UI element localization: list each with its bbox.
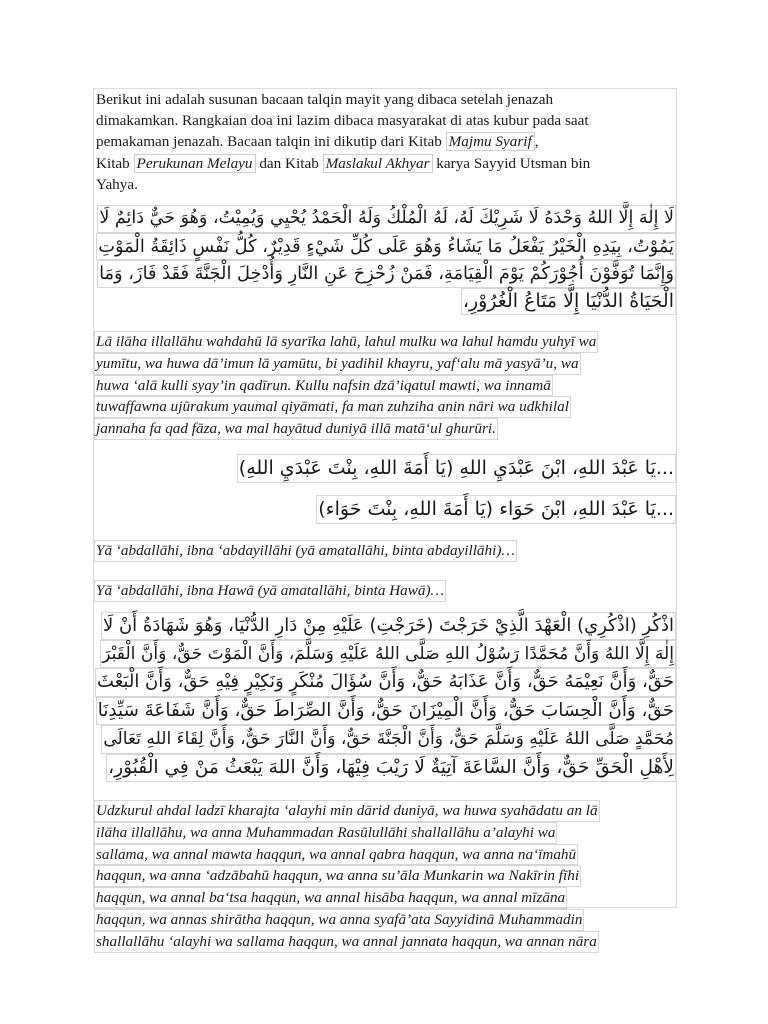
intro-line	[94, 131, 541, 152]
transliteration-line: haqqun, wa annal ba‘tsa haqqun, wa annal hisāba haqqun, wa annal mīzāna	[94, 887, 567, 909]
transliteration-line: shallallāhu ‘alayhi wa sallama haqqun, wa annal jannata haqqun, wa annan nāra	[94, 931, 599, 953]
intro-text: dan Kitab	[255, 154, 323, 172]
intro-line: dimakamkan. Rangkaian doa ini lazim dibaca masyarakat di atas kubur pada saat	[96, 112, 589, 130]
arabic-call-hawa	[94, 495, 676, 524]
transliteration-paragraph-2	[94, 800, 676, 953]
document-page	[93, 88, 677, 950]
arabic-line: لِأَهْلِ الْحَقِّ حَقٌّ، وَأَنَّ السَّاعَةَ آتِيَةٌ لَا رَيْبَ فِيْهَا، وَأَنَّ اللهَ يَبْعَثُ مَنْ فِي الْقُبُوْرِ،	[106, 754, 676, 782]
transliteration-call-hawa	[94, 580, 676, 602]
arabic-line: حَقٌّ، وَأَنَّ نَعِيْمَهُ حَقٌّ، وَأَنَّ عَذَابَهُ حَقٌّ، وَأَنَّ سُؤَالَ مُنْكَرٍ وَنَكِيْرٍ فِيْهِ حَقٌّ، وَأَنَّ الْبَعْثَ	[95, 668, 676, 696]
intro-line	[94, 153, 592, 174]
arabic-line: اذْكُرِ (اذْكُرِي) الْعَهْدَ الَّذِيْ خَرَجْتَ (خَرَجْتِ) عَلَيْهِ مِنْ دَارِ الدُّنْيَا، وَهُوَ شَهَادَةُ أَنْ لَا	[101, 612, 676, 640]
arabic-call-abdillah	[94, 454, 676, 483]
intro-text: ,	[534, 133, 539, 151]
transliteration-line: haqqun, wa annas shirātha haqqun, wa anna syafā’ata Sayyidinā Muhammadin	[94, 909, 584, 931]
transliteration-paragraph-1	[94, 331, 676, 440]
intro-paragraph	[94, 89, 676, 195]
transliteration-line: ilāha illallāhu, wa anna Muhammadan Rasūlullāhi shallallāhu a’alayhi wa	[94, 822, 557, 844]
arabic-line: الْحَيَاةُ الدُّنْيَا إِلَّا مَتَاعُ الْغُرُوْرِ،	[461, 288, 676, 316]
arabic-paragraph-1	[94, 205, 676, 315]
transliteration-line: Udzkurul ahdal ladzī kharajta ‘alayhi min dārid duniyā, wa huwa syahādatu an lā	[94, 800, 600, 822]
arabic-line: حَقٌّ، وَأَنَّ الْحِسَابَ حَقٌّ، وَأَنَّ الْمِيْزَانَ حَقٌّ، وَأَنَّ الصِّرَاطَ حَقٌّ، وَأَنَّ شَفَاعَةَ سَيِّدِنَا	[96, 697, 676, 725]
intro-text: pemakaman jenazah. Bacaan talqin ini dikutip dari Kitab	[96, 133, 446, 151]
transliteration-line: haqqun, wa anna ‘adzābahū haqqun, wa anna su’āla Munkarin wa Nakīrin fīhi	[94, 865, 581, 887]
transliteration-line: huwa ‘alā kulli syay’in qadīrun. Kullu nafsin dzā’iqatul mawti, wa innamā	[94, 375, 553, 397]
transliteration-line: Yā ‘abdallāhi, ibna ‘abdayillāhi (yā amatallāhi, binta abdayillāhi)…	[94, 540, 517, 562]
arabic-line: يَمُوْتُ، بِيَدِهِ الْخَيْرُ يَفْعَلُ مَا يَشَاءُ وَهُوَ عَلَى كُلِّ شَيْءٍ قَدِيْرٌ، كُلُّ نَفْسٍ ذَائِقَةُ الْمَوْتِ	[96, 233, 676, 261]
book-title-majmu-syarif: Majmu Syarif	[446, 132, 535, 151]
arabic-paragraph-2	[94, 612, 676, 782]
book-title-perukunan-melayu: Perukunan Melayu	[134, 154, 256, 173]
transliteration-line: jannaha fa qad fāza, wa mal hayātud duniyā illā matā‘ul ghurūri.	[94, 418, 498, 440]
arabic-line: وَإِنَّمَا تُوَفَّوْنَ أُجُوْرَكُمْ يَوْمَ الْقِيَامَةِ، فَمَنْ زُحْزِحَ عَنِ النَّارِ وَأُدْخِلَ الْجَنَّةَ فَقَدْ فَازَ، وَمَا	[97, 260, 676, 288]
arabic-line: لَا إِلٰهَ إِلَّا اللهُ وَحْدَهُ لَا شَرِيْكَ لَهُ، لَهُ الْمُلْكُ وَلَهُ الْحَمْدُ يُحْيِي وَيُمِيْتُ، وَهُوَ حَيٌّ دَائِمٌ لَا	[97, 205, 676, 233]
arabic-line: ...يَا عَبْدَ اللهِ، ابْنَ حَوَاء (يَا أَمَةَ اللهِ، بِنْتَ حَوَاء)	[316, 495, 676, 524]
intro-line: Berikut ini adalah susunan bacaan talqin mayit yang dibaca setelah jenazah	[96, 91, 554, 108]
intro-line: Yahya.	[96, 175, 138, 193]
transliteration-line: yumītu, wa huwa dā’imun lā yamūtu, bi yadihil khayru, yaf‘alu mā yasyā’u, wa	[94, 353, 581, 375]
arabic-line: إِلٰهَ إِلَّا اللهُ وَأَنَّ مُحَمَّدًا رَسُوْلُ اللهِ صَلَّى اللهُ عَلَيْهِ وَسَلَّمَ، وَأَنَّ الْمَوْتَ حَقٌّ، وَأَنَّ الْقَبْرَ	[100, 640, 676, 668]
transliteration-line: sallama, wa annal mawta haqqun, wa annal qabra haqqun, wa anna na‘īmahū	[94, 844, 578, 866]
intro-text: karya Sayyid Utsman bin	[432, 154, 591, 172]
transliteration-call-abdillah	[94, 540, 676, 562]
intro-text: Kitab	[96, 154, 134, 172]
transliteration-line: Yā ‘abdallāhi, ibna Hawā (yā amatallāhi, binta Hawā)…	[94, 580, 446, 602]
arabic-line: ...يَا عَبْدَ اللهِ، ابْنَ عَبْدَيِ اللهِ (يَا أَمَةَ اللهِ، بِنْتَ عَبْدَيِ اللهِ)	[237, 454, 676, 483]
arabic-line: مُحَمَّدٍ صَلَّى اللهُ عَلَيْهِ وَسَلَّمَ حَقٌّ، وَأَنَّ الْجَنَّةَ حَقٌّ، وَأَنَّ النَّارَ حَقٌّ، وَأَنَّ لِقَاءَ اللهِ تَعَالَى	[101, 725, 676, 753]
transliteration-line: Lā ilāha illallāhu wahdahū lā syarīka lahū, lahul mulku wa lahul hamdu yuhyī wa	[94, 331, 598, 353]
transliteration-line: tuwaffawna ujūrakum yaumal qiyāmati, fa man zuhziha anin nāri wa udkhilal	[94, 396, 571, 418]
book-title-maslakul-akhyar: Maslakul Akhyar	[323, 154, 433, 173]
